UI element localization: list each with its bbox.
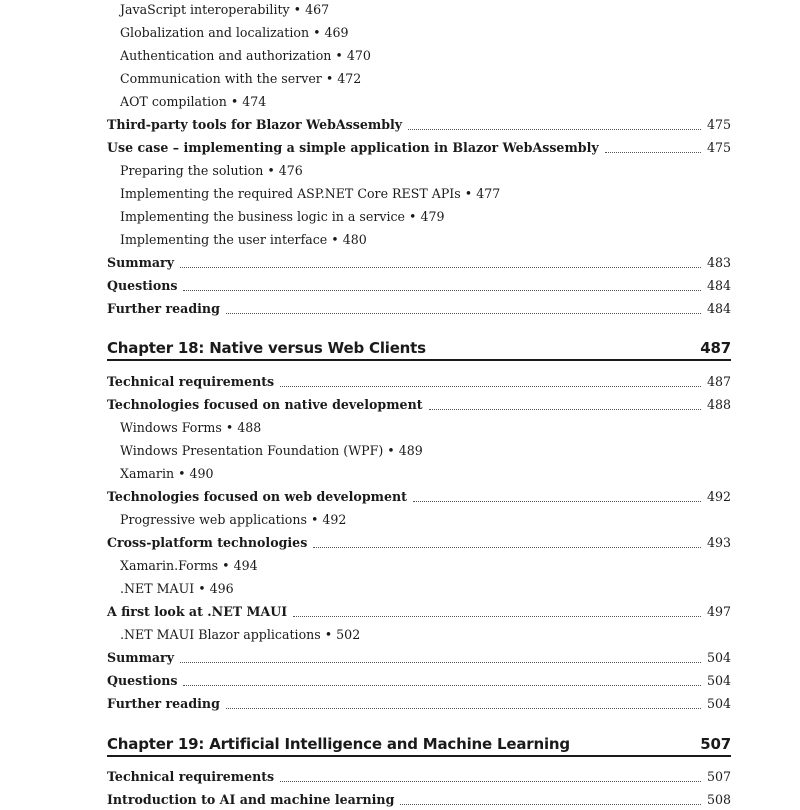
entry-page-number: 477 xyxy=(476,186,501,201)
bullet-separator: • xyxy=(310,512,319,527)
toc-subsection-entry[interactable] xyxy=(120,23,731,43)
bullet-separator: • xyxy=(464,186,473,201)
toc-subsection-entry[interactable] xyxy=(120,418,731,438)
toc-section-entry[interactable] xyxy=(107,395,731,415)
dot-leader xyxy=(280,386,701,387)
entry-title: Progressive web applications xyxy=(120,512,307,527)
chapter-heading[interactable] xyxy=(107,729,731,757)
entry-title: A first look at .NET MAUI xyxy=(107,604,288,619)
toc-subsection-entry[interactable] xyxy=(120,0,731,20)
entry-page-number: 479 xyxy=(420,209,445,224)
entry-title: Implementing the required ASP.NET Core REST APIs xyxy=(120,186,461,201)
entry-title: JavaScript interoperability xyxy=(120,2,290,17)
entry-title: Communication with the server xyxy=(120,71,322,86)
entry-title: Further reading xyxy=(107,696,220,711)
bullet-separator: • xyxy=(225,420,234,435)
entry-page-number: 467 xyxy=(305,2,330,17)
toc-subsection-entry[interactable] xyxy=(120,556,731,576)
entry-title: .NET MAUI xyxy=(120,581,195,596)
entry-page-number: 488 xyxy=(706,397,731,412)
bullet-separator: • xyxy=(198,581,206,596)
entry-page-number: 502 xyxy=(336,627,361,642)
bullet-separator: • xyxy=(331,232,339,247)
entry-title: Windows Forms xyxy=(120,420,222,435)
entry-page-number: 474 xyxy=(242,94,267,109)
dot-leader xyxy=(400,804,701,805)
dot-leader xyxy=(280,781,701,782)
entry-page-number: 508 xyxy=(706,792,731,807)
entry-title: Questions xyxy=(107,673,178,688)
toc-subsection-entry[interactable] xyxy=(120,230,731,250)
bullet-separator: • xyxy=(267,163,275,178)
entry-title: Use case – implementing a simple application in Blazor WebAssembly xyxy=(107,140,599,155)
toc-subsection-entry[interactable] xyxy=(120,510,731,530)
chapter-title: Chapter 19: Artificial Intelligence and Machine Learning xyxy=(107,735,570,753)
entry-page-number: 504 xyxy=(706,673,731,688)
toc-subsection-entry[interactable] xyxy=(120,625,731,645)
dot-leader xyxy=(429,409,701,410)
entry-title: Technical requirements xyxy=(107,374,275,389)
dot-leader xyxy=(605,152,701,153)
toc-subsection-entry[interactable] xyxy=(120,464,731,484)
entry-title: Further reading xyxy=(107,301,220,316)
entry-page-number: 483 xyxy=(706,255,731,270)
dot-leader xyxy=(313,547,701,548)
entry-page-number: 472 xyxy=(337,71,362,86)
entry-title: Introduction to AI and machine learning xyxy=(107,792,395,807)
entry-page-number: 488 xyxy=(237,420,262,435)
toc-section-entry[interactable] xyxy=(107,138,731,158)
entry-page-number: 504 xyxy=(706,696,731,711)
bullet-separator: • xyxy=(178,466,186,481)
chapter-page-number: 507 xyxy=(700,735,731,753)
toc-section-entry[interactable] xyxy=(107,602,731,622)
entry-title: Summary xyxy=(107,255,175,270)
entry-title: .NET MAUI Blazor applications xyxy=(120,627,321,642)
toc-subsection-entry[interactable] xyxy=(120,92,731,112)
entry-title: Xamarin xyxy=(120,466,175,481)
entry-title: Summary xyxy=(107,650,175,665)
entry-page-number: 487 xyxy=(706,374,731,389)
entry-page-number: 504 xyxy=(706,650,731,665)
chapter-heading[interactable] xyxy=(107,333,731,361)
toc-section-entry[interactable] xyxy=(107,767,731,787)
dot-leader xyxy=(293,616,701,617)
entry-page-number: 484 xyxy=(706,278,731,293)
entry-title: Technologies focused on native development xyxy=(107,397,423,412)
entry-title: Globalization and localization xyxy=(120,25,310,40)
toc-section-entry[interactable] xyxy=(107,533,731,553)
dot-leader xyxy=(413,501,701,502)
entry-page-number: 493 xyxy=(706,535,731,550)
entry-title: Preparing the solution xyxy=(120,163,264,178)
toc-subsection-entry[interactable] xyxy=(120,184,731,204)
entry-title: AOT compilation xyxy=(120,94,227,109)
toc-subsection-entry[interactable] xyxy=(120,579,731,599)
entry-title: Authentication and authorization xyxy=(120,48,332,63)
toc-section-entry[interactable] xyxy=(107,299,731,319)
entry-page-number: 492 xyxy=(706,489,731,504)
entry-title: Cross-platform technologies xyxy=(107,535,308,550)
entry-page-number: 496 xyxy=(209,581,234,596)
entry-title: Third-party tools for Blazor WebAssembly xyxy=(107,117,403,132)
entry-page-number: 489 xyxy=(398,443,423,458)
entry-page-number: 470 xyxy=(346,48,371,63)
toc-subsection-entry[interactable] xyxy=(120,161,731,181)
bullet-separator: • xyxy=(387,443,395,458)
bullet-separator: • xyxy=(324,627,333,642)
entry-page-number: 490 xyxy=(189,466,214,481)
entry-page-number: 507 xyxy=(706,769,731,784)
entry-page-number: 475 xyxy=(706,117,731,132)
entry-page-number: 484 xyxy=(706,301,731,316)
entry-page-number: 497 xyxy=(706,604,731,619)
dot-leader xyxy=(226,313,701,314)
chapter-page-number: 487 xyxy=(700,339,731,357)
chapter-title: Chapter 18: Native versus Web Clients xyxy=(107,339,426,357)
bullet-separator: • xyxy=(230,94,239,109)
entry-title: Questions xyxy=(107,278,178,293)
entry-title: Technologies focused on web development xyxy=(107,489,407,504)
entry-page-number: 494 xyxy=(233,558,258,573)
entry-title: Xamarin.Forms xyxy=(120,558,219,573)
toc-section-entry[interactable] xyxy=(107,276,731,296)
entry-page-number: 469 xyxy=(324,25,349,40)
entry-title: Implementing the business logic in a service xyxy=(120,209,406,224)
toc-section-entry[interactable] xyxy=(107,372,731,392)
dot-leader xyxy=(180,267,701,268)
entry-page-number: 492 xyxy=(322,512,347,527)
dot-leader xyxy=(180,662,701,663)
bullet-separator: • xyxy=(335,48,343,63)
dot-leader xyxy=(183,685,700,686)
entry-page-number: 480 xyxy=(342,232,367,247)
toc-section-entry[interactable] xyxy=(107,115,731,135)
entry-page-number: 476 xyxy=(278,163,303,178)
bullet-separator: • xyxy=(313,25,321,40)
entry-title: Windows Presentation Foundation (WPF) xyxy=(120,443,384,458)
entry-title: Technical requirements xyxy=(107,769,275,784)
toc-section-entry[interactable] xyxy=(107,671,731,691)
toc-section-entry[interactable] xyxy=(107,694,731,714)
bullet-separator: • xyxy=(409,209,417,224)
bullet-separator: • xyxy=(293,2,302,17)
bullet-separator: • xyxy=(222,558,230,573)
dot-leader xyxy=(226,708,701,709)
toc-subsection-entry[interactable] xyxy=(120,46,731,66)
toc-subsection-entry[interactable] xyxy=(120,207,731,227)
toc-section-entry[interactable] xyxy=(107,487,731,507)
toc-subsection-entry[interactable] xyxy=(120,69,731,89)
entry-page-number: 475 xyxy=(706,140,731,155)
toc-section-entry[interactable] xyxy=(107,648,731,668)
bullet-separator: • xyxy=(325,71,334,86)
toc-section-entry[interactable] xyxy=(107,790,731,810)
dot-leader xyxy=(183,290,700,291)
entry-title: Implementing the user interface xyxy=(120,232,328,247)
toc-subsection-entry[interactable] xyxy=(120,441,731,461)
dot-leader xyxy=(408,129,701,130)
toc-section-entry[interactable] xyxy=(107,253,731,273)
